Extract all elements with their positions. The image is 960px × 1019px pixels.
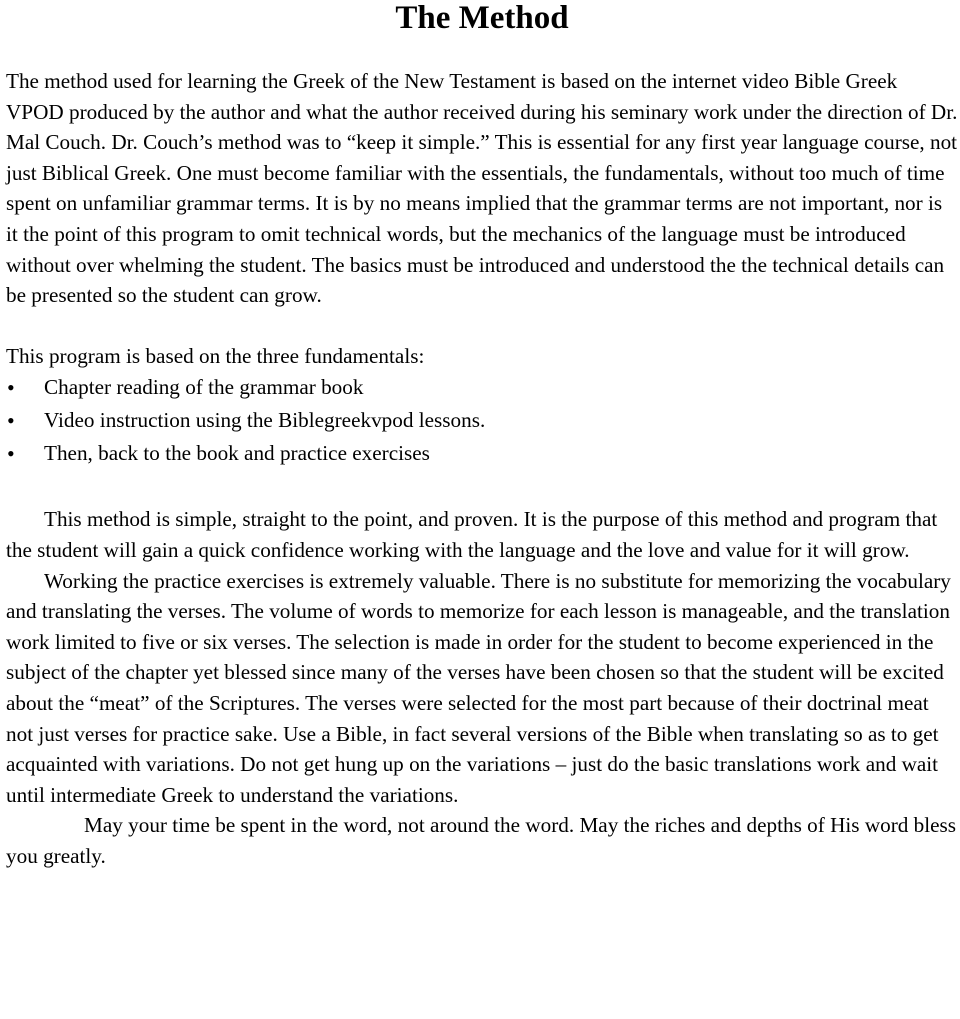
bullet-icon: • [7, 408, 15, 434]
bullet-icon: • [7, 441, 15, 467]
list-item-text: Chapter reading of the grammar book [44, 375, 364, 400]
list-item [6, 437, 958, 470]
page-title: The Method [395, 0, 569, 36]
fundamentals-lead: This program is based on the three fundamentals: [6, 343, 425, 368]
list-item-text: Video instruction using the Biblegreekvpod lessons. [44, 408, 486, 433]
bullet-icon: • [7, 375, 15, 401]
practice-paragraph: Working the practice exercises is extremely valuable. There is no substitute for memorizing the vocabulary and translating the verses. The volume of words to memorize for each lesson is manageable, and the translation work limited to five or six verses. The selection is made in order for the student to become experienced in the subject of the chapter yet blessed since many of the verses have been chosen so that the student will be excited about the “meat” of the Scriptures. The verses were selected for the most part because of their doctrinal meat not just verses for practice sake. Use a Bible, in fact several versions of the Bible when translating so as to get acquainted with variations. Do not get hung up on the variations – just do the basic translations work and wait until intermediate Greek to understand the variations. [6, 568, 951, 807]
method-paragraph: This method is simple, straight to the point, and proven. It is the purpose of this method and program that the student will gain a quick confidence working with the language and the love and value for it will grow. [6, 507, 938, 562]
fundamentals-list [6, 371, 958, 470]
list-item [6, 371, 958, 404]
list-item-text: Then, back to the book and practice exercises [44, 441, 430, 466]
intro-paragraph: The method used for learning the Greek of the New Testament is based on the internet video Bible Greek VPOD produced by the author and what the author received during his seminary work under the direction of Dr. Mal Couch. Dr. Couch’s method was to “keep it simple.” This is essential for any first year language course, not just Biblical Greek. One must become familiar with the essentials, the fundamentals, without too much of time spent on unfamiliar grammar terms. It is by no means implied that the grammar terms are not important, nor is it the point of this program to omit technical words, but the mechanics of the language must be introduced without over whelming the student. The basics must be introduced and understood the the technical details can be presented so the student can grow. [6, 69, 958, 308]
closing-paragraph: May your time be spent in the word, not around the word. May the riches and depths of His word bless you greatly. [6, 813, 957, 868]
list-item [6, 404, 958, 437]
